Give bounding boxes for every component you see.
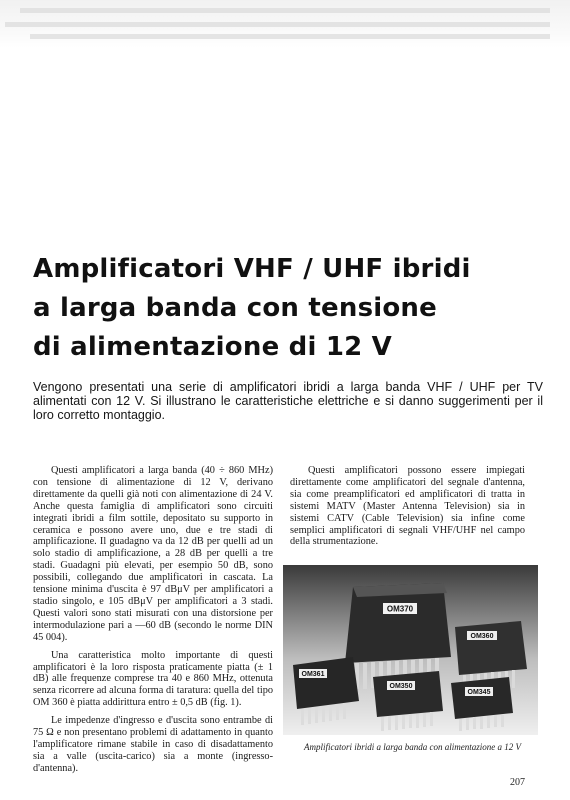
hybrid-amplifiers-photo [283,565,538,735]
chip-label: OM370 [386,604,414,614]
title-line: Amplificatori VHF / UHF ibridi [33,254,471,284]
title-line: a larga banda con tensione [33,293,437,323]
chip-label: OM350 [389,683,413,690]
photo-caption: Amplificatori ibridi a larga banda con alimentazione a 12 V [304,742,521,752]
right-column [290,465,525,554]
article-title [33,250,543,367]
paragraph: Questi amplificatori possono essere impiegati direttamente come amplificatori del segnale d'antenna, sia come preamplificatori ed amplificatori di tratta in sistemi MATV (Master Antenna Television) sia in sistemi CATV (Cable Television) sia infine come semplici amplificatori di segnali VHF/UHF nel campo della strumentazione. [290,465,525,548]
article-lead: Vengono presentati una serie di amplificatori ibridi a larga banda VHF / UHF per TV alimentati con 12 V. Si illustrano le caratteristiche elettriche e si danno suggerimenti per il loro corretto montaggio. [33,380,543,422]
amplifier-module [451,677,513,731]
paragraph: Una caratteristica molto importante di questi amplificatori è la loro risposta praticamente piatta (± 1 dB) alle frequenze comprese tra 40 e 860 MHz, ottenuta senza ricorrere ad alcuna forma di taratura: quella del tipo OM 360 è piatta addirittura entro ± 0,5 dB (fig. 1). [33,649,273,709]
chip-label: OM345 [467,689,491,696]
paragraph: Questi amplificatori a larga banda (40 ÷ 860 MHz) con tensione di alimentazione di 12 V, derivano direttamente da quelli già noti con alimentazione di 24 V. Anche questa famiglia di amplificatori sono circuiti integrati ibridi a film sottile, depositato su supporto in ceramica e possono avere uno, due e tre stadi di amplificazione. Il guadagno va da 12 dB per quelli ad un solo stadio di amplificazione, a 28 dB per quelli a tre stadi. Guadagni più elevati, per esempio 50 dB, sono possibili, collegando due amplificatori in cascata. La tensione minima d'uscita è 97 dBμV per amplificatori a stadio singolo, e 105 dBμV per amplificatori a 3 stadi. Questi valori sono stati misurati con una distorsione per intermodulazione pari a —60 dB (secondo le norme DIN 45 004). [33,465,273,643]
paragraph: Le impedenze d'ingresso e d'uscita sono entrambe di 75 Ω e non presentano problemi di adattamento in quanto l'amplificatore rimane stabile in caso di disadattamento sia a valle (uscita-carico) sia a monte (ingresso-d'antenna). [33,715,273,774]
chip-label: OM361 [301,671,325,678]
page-number: 207 [510,777,525,788]
left-column [33,465,273,781]
bleed-through-area [0,0,570,48]
title-line: di alimentazione di 12 V [33,332,392,362]
chip-label: OM360 [470,633,494,640]
